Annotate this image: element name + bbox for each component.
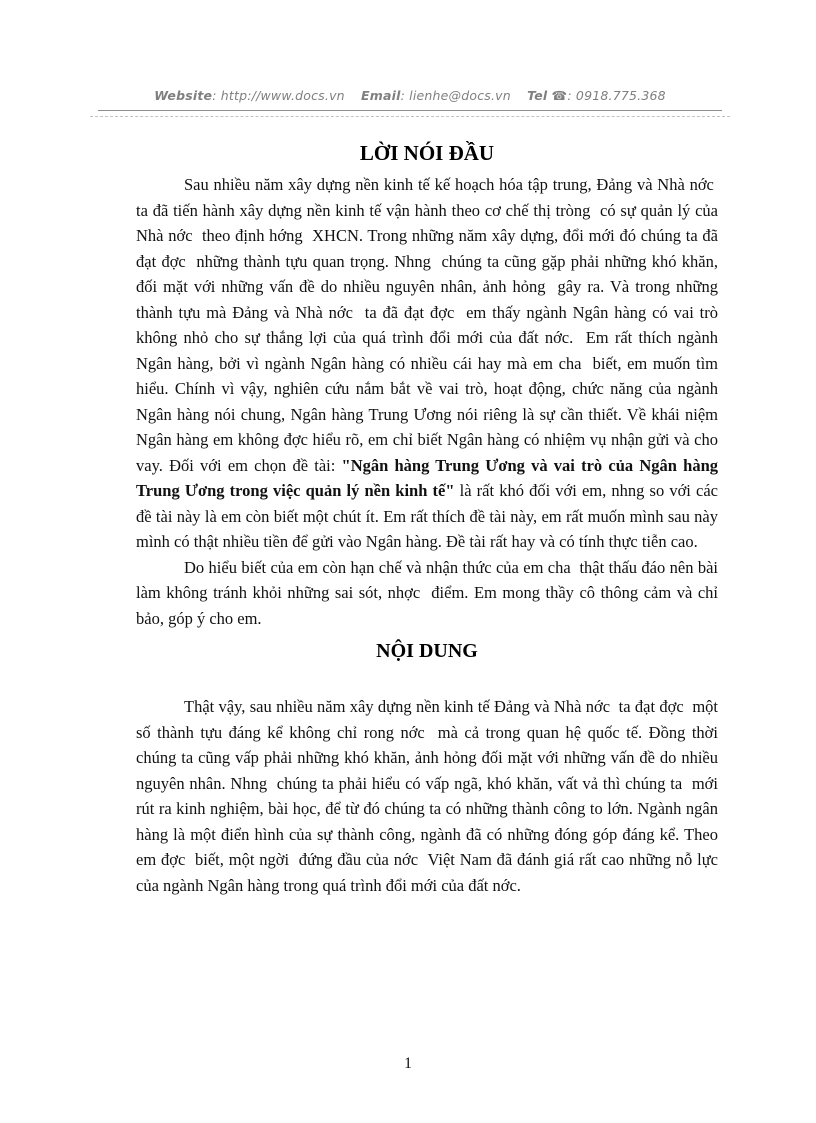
website-label: Website [154, 88, 213, 103]
email-value: : lienhe@docs.vn [400, 88, 511, 103]
header-email-group [361, 88, 511, 103]
tel-label: Tel [527, 88, 548, 103]
intro-paragraph-text: Sau nhiều năm xây dựng nền kinh tế kế hoạch hóa tập trung, Đảng và Nhà nớc ta đã tiến hành xây dựng nền kinh tế vận hành theo cơ chế thị tròng có sự quản lý của Nhà nớc theo định hớng XHCN. Trong những năm xây dựng, đổi mới đó chúng ta đã đạt đợc những thành tựu quan trọng. Nhng chúng ta cũng gặp phải những khó khăn, đối mặt với những vấn đề do nhiều nguyên nhân, ảnh hỏng gây ra. Và trong những thành tựu mà Đảng và Nhà nớc ta đã đạt đợc em thấy ngành Ngân hàng có vai trò không nhỏ cho sự thắng lợi của quá trình đổi mới của đất nớc. Em rất thích ngành Ngân hàng, bởi vì ngành Ngân hàng có nhiều cái hay mà em cha biết, em muốn tìm hiểu. Chính vì vậy, nghiên cứu nắm bắt về vai trò, hoạt động, chức năng của ngành Ngân hàng nói chung, Ngân hàng Trung Ương nói riêng là sự cần thiết. Về khái niệm Ngân hàng em không đợc hiểu rõ, em chỉ biết Ngân hàng có nhiệm vụ nhận gửi và cho vay. Đối với em chọn đề tài: [136, 175, 718, 475]
document-title: LỜI NÓI ĐẦU [359, 141, 495, 165]
intro-paragraph [136, 172, 718, 555]
topic-title-bold: "Ngân hàng Trung Ương và vai trò của Ngân hàng Trung Ương trong việc quản lý nền kinh tế" [136, 455, 718, 500]
website-value: : http://www.docs.vn [212, 88, 345, 103]
closing-paragraph: Do hiểu biết của em còn hạn chế và nhận thức của em cha thật thấu đáo nên bài làm không tránh khỏi những sai sót, nhợc điểm. Em mong thầy cô thông cảm và chỉ bảo, góp ý cho em. [136, 557, 718, 628]
email-label: Email [360, 88, 401, 103]
body-paragraph: Thật vậy, sau nhiều năm xây dựng nền kinh tế Đảng và Nhà nớc ta đạt đợc một số thành tựu đáng kể không chỉ rong nớc mà cả trong quan hệ quốc tế. Đồng thời chúng ta cũng vấp phải những khó khăn, ảnh hỏng đối mặt với những vấn đề do nhiều nguyên nhân. Nhng chúng ta phải hiểu có vấp ngã, khó khăn, vất vả thì chúng ta mới rút ra kinh nghiệm, bài học, để từ đó chúng ta có những thành công to lớn. Ngành ngân hàng là một điển hình của sự thành công, ngành đã có những đóng góp đáng kể. Theo em đợc biết, một ngời đứng đầu của nớc Việt Nam đã đánh giá rất cao những nỗ lực của ngành Ngân hàng trong quá trình đổi mới của đất nớc. [136, 697, 718, 895]
page-number: 1 [404, 1055, 412, 1072]
intro-paragraph-text-after: là rất khó đối với em, nhng so với các đề tài này là em còn biết một chút ít. Em rất thích đề tài này, em rất muốn mình sau này mình có thật nhiều tiền để gửi vào Ngân hàng. Đề tài rất hay và có tính thực tiễn cao. [136, 481, 718, 551]
header-website-group [154, 88, 345, 103]
page-header [98, 88, 722, 111]
tel-value: : 0918.775.368 [567, 88, 666, 103]
document-content [136, 138, 718, 898]
header-rule [90, 116, 730, 117]
header-tel-group [527, 88, 666, 103]
section-heading: NỘI DUNG [376, 640, 478, 662]
telephone-icon: ☎ [551, 88, 568, 103]
